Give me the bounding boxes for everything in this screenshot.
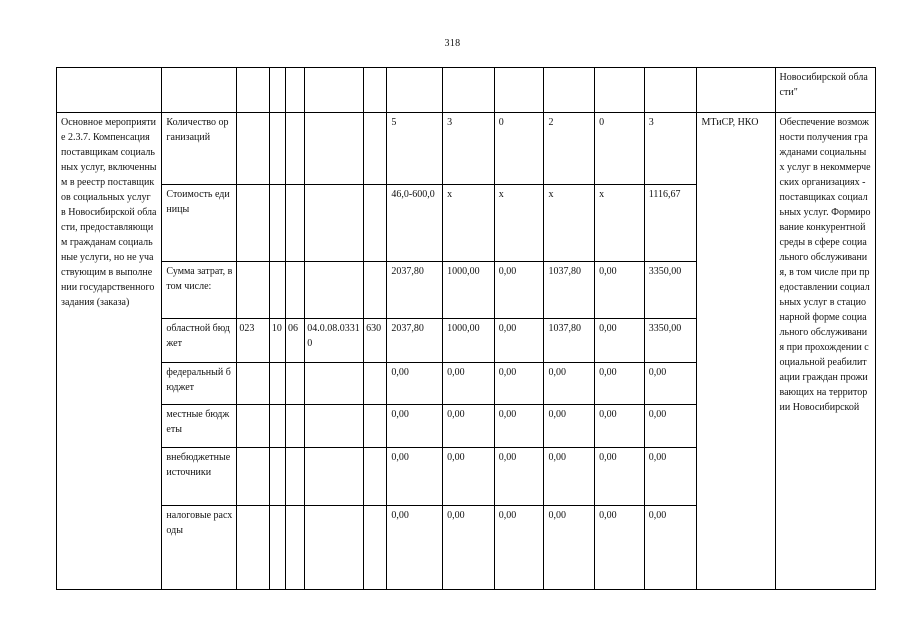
indicator-cell: местные бюджеты [162,405,237,448]
value-cell: 2 [544,113,595,185]
value-cell: 0,00 [595,319,645,363]
indicator-cell: внебюджетные источники [162,448,237,506]
value-cell: 2037,80 [387,319,443,363]
value-cell: 0,00 [595,363,645,405]
value-cell: 0,00 [544,448,595,506]
value-cell: 1116,67 [644,185,697,262]
budget-code-cell [305,506,364,590]
value-cell: 1037,80 [544,319,595,363]
value-cell: 0,00 [644,448,697,506]
budget-code-cell [269,185,285,262]
budget-code-cell [364,185,387,262]
value-cell: 1037,80 [544,262,595,319]
budget-code-cell [286,185,305,262]
value-cell: 0 [494,113,544,185]
budget-code-cell [269,448,285,506]
value-cell: 0,00 [443,506,495,590]
value-cell: 0,00 [544,506,595,590]
value-cell: x [494,185,544,262]
table-row [57,113,876,185]
value-cell: 0,00 [387,448,443,506]
indicator-cell: Стоимость единицы [162,185,237,262]
value-cell: 3 [443,113,495,185]
budget-code-cell: 023 [237,319,269,363]
budget-code-cell [286,363,305,405]
value-cell: 1000,00 [443,262,495,319]
value-cell: 0,00 [595,506,645,590]
continuation-cell: Новосибирской области" [775,68,875,113]
budget-code-cell [305,185,364,262]
value-cell: x [595,185,645,262]
value-cell: 0,00 [644,506,697,590]
continuation-row [57,68,876,113]
budget-code-cell [364,405,387,448]
value-cell: 0,00 [494,405,544,448]
value-cell: 0,00 [544,405,595,448]
value-cell: 0,00 [443,448,495,506]
indicator-cell: областной бюджет [162,319,237,363]
budget-code-cell [286,262,305,319]
budget-code-cell [269,405,285,448]
value-cell: 3350,00 [644,319,697,363]
value-cell: 0 [595,113,645,185]
value-cell: 0,00 [595,262,645,319]
value-cell: 0,00 [544,363,595,405]
budget-code-cell [286,113,305,185]
budget-code-cell [286,405,305,448]
value-cell: x [544,185,595,262]
budget-code-cell [286,506,305,590]
value-cell: 0,00 [443,405,495,448]
value-cell: 46,0-600,0 [387,185,443,262]
budget-code-cell: 04.0.08.03310 [305,319,364,363]
budget-code-cell [364,506,387,590]
page-number: 318 [444,38,461,49]
main-activity-cell: Основное мероприятие 2.3.7. Компенсация поставщикам социальных услуг, включенным в реестр поставщиков социальных услуг в Новосибирской области, предоставляющим гражданам социальные услуги, но не участвующим в выполнении государственного задания (заказа) [57,113,162,590]
budget-code-cell [237,506,269,590]
value-cell: 0,00 [443,363,495,405]
value-cell: x [443,185,495,262]
budget-code-cell: 06 [286,319,305,363]
executors-cell: МТиСР, НКО [697,113,775,590]
value-cell: 0,00 [644,363,697,405]
budget-code-cell [237,113,269,185]
budget-code-cell [237,363,269,405]
budget-code-cell [364,262,387,319]
budget-code-cell [237,448,269,506]
budget-code-cell [305,448,364,506]
budget-code-cell [286,448,305,506]
budget-code-cell [364,113,387,185]
indicator-cell: Количество организаций [162,113,237,185]
value-cell: 0,00 [387,363,443,405]
value-cell: 0,00 [494,448,544,506]
budget-code-cell: 630 [364,319,387,363]
value-cell: 0,00 [387,405,443,448]
value-cell: 0,00 [494,319,544,363]
budget-code-cell [364,448,387,506]
indicator-cell: федеральный бюджет [162,363,237,405]
budget-code-cell [269,363,285,405]
indicator-cell: налоговые расходы [162,506,237,590]
value-cell: 0,00 [494,363,544,405]
value-cell: 0,00 [494,506,544,590]
value-cell: 0,00 [644,405,697,448]
value-cell: 0,00 [595,448,645,506]
indicator-cell: Сумма затрат, в том числе: [162,262,237,319]
budget-code-cell [237,405,269,448]
program-table [56,67,876,590]
budget-code-cell [269,113,285,185]
value-cell: 0,00 [494,262,544,319]
value-cell: 2037,80 [387,262,443,319]
value-cell: 3350,00 [644,262,697,319]
budget-code-cell [305,363,364,405]
value-cell: 0,00 [387,506,443,590]
budget-code-cell: 10 [269,319,285,363]
expected-result-cell: Обеспечение возможности получения гражданами социальных услуг в некоммерческих организациях - поставщиках социальных услуг. Формирование конкурентной среды в сфере социального обслуживания, в том числе при предоставлении социальных услуг в стационарной форме социального обслуживания при прохождении социальной реабилитации граждан проживающих на территории Новосибирской [775,113,875,590]
budget-code-cell [269,262,285,319]
budget-code-cell [237,262,269,319]
value-cell: 1000,00 [443,319,495,363]
value-cell: 0,00 [595,405,645,448]
budget-code-cell [364,363,387,405]
budget-code-cell [269,506,285,590]
budget-code-cell [305,405,364,448]
value-cell: 5 [387,113,443,185]
budget-code-cell [305,113,364,185]
budget-code-cell [237,185,269,262]
budget-code-cell [305,262,364,319]
value-cell: 3 [644,113,697,185]
